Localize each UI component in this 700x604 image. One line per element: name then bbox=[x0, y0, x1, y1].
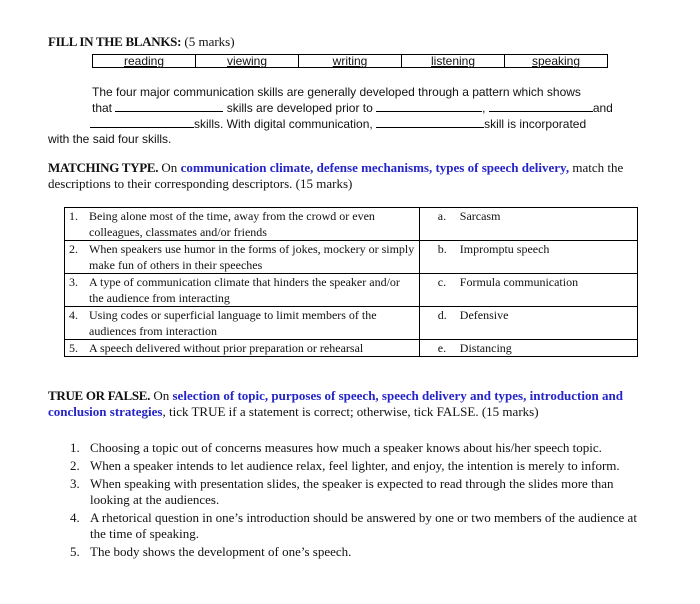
true-false-list bbox=[70, 440, 640, 562]
para-text: that bbox=[92, 101, 113, 115]
item-number: 1. bbox=[70, 440, 80, 455]
table-row bbox=[65, 274, 638, 307]
description-cell bbox=[65, 307, 420, 340]
table-row bbox=[65, 208, 638, 241]
item-description: Being alone most of the time, away from the crowd or even colleagues, classmates and/or friends bbox=[89, 209, 375, 239]
para-text: and bbox=[592, 101, 613, 115]
option-cell bbox=[419, 340, 637, 357]
item-text: A rhetorical question in one’s introduction should be answered by one or two members of the audience at the time of speaking. bbox=[90, 510, 637, 541]
matching-intro-rest: match the descriptions to their corresponding descriptors. (15 marks) bbox=[48, 160, 624, 191]
true-false-title: TRUE OR FALSE. bbox=[48, 388, 151, 403]
blank-2[interactable] bbox=[376, 100, 482, 112]
true-false-topics: selection of topic, purposes of speech, speech delivery and types, introduction and conclusion strategies bbox=[48, 388, 623, 419]
item-text: When speaking with presentation slides, the speaker is expected to read through the slides more than looking at the audiences. bbox=[90, 476, 614, 507]
word-bank-item: viewing bbox=[196, 55, 299, 67]
item-description: When speakers use humor in the forms of jokes, mockery or simply make fun of others in their speeches bbox=[89, 242, 415, 272]
option-letter: e. bbox=[437, 341, 447, 355]
list-item bbox=[70, 510, 640, 542]
option-cell bbox=[419, 307, 637, 340]
option-letter: b. bbox=[437, 242, 447, 256]
word-bank-item: listening bbox=[402, 55, 505, 67]
description-cell bbox=[65, 241, 420, 274]
item-number: 4. bbox=[70, 510, 80, 525]
item-number: 3. bbox=[69, 275, 78, 289]
option-text: Sarcasm bbox=[459, 209, 501, 223]
fill-blanks-heading bbox=[48, 34, 235, 50]
word-bank bbox=[92, 54, 608, 68]
para-line-4: with the said four skills. bbox=[48, 132, 172, 146]
item-text: Choosing a topic out of concerns measures how much a speaker knows about his/her speech topic. bbox=[90, 440, 602, 455]
item-number: 5. bbox=[69, 341, 78, 355]
para-text: skill is incorporated bbox=[484, 117, 587, 131]
table-row bbox=[65, 307, 638, 340]
para-text: skills. With digital communication, bbox=[194, 117, 373, 131]
true-false-intro: On bbox=[150, 388, 173, 403]
option-text: Defensive bbox=[459, 308, 509, 322]
option-letter: c. bbox=[437, 275, 447, 289]
para-line-3 bbox=[92, 116, 637, 132]
blank-1[interactable] bbox=[115, 100, 223, 112]
description-cell bbox=[65, 274, 420, 307]
matching-intro: On bbox=[158, 160, 181, 175]
fill-blanks-marks: (5 marks) bbox=[181, 34, 235, 49]
true-false-intro-rest: , tick TRUE if a statement is correct; otherwise, tick FALSE. (15 marks) bbox=[162, 404, 539, 419]
description-cell bbox=[65, 208, 420, 241]
word-bank-item: speaking bbox=[531, 54, 581, 68]
item-number: 2. bbox=[70, 458, 80, 473]
para-line-2 bbox=[92, 100, 637, 116]
item-number: 4. bbox=[69, 308, 78, 322]
option-letter: d. bbox=[437, 308, 447, 322]
blank-5[interactable] bbox=[376, 116, 484, 128]
item-description: Using codes or superficial language to limit members of the audiences from interaction bbox=[89, 308, 377, 338]
matching-heading bbox=[48, 160, 648, 192]
item-text: The body shows the development of one’s speech. bbox=[90, 544, 352, 559]
option-cell bbox=[419, 274, 637, 307]
matching-topics: communication climate, defense mechanisms, types of speech delivery, bbox=[180, 160, 570, 175]
matching-title: MATCHING TYPE. bbox=[48, 160, 159, 175]
item-description: A type of communication climate that hinders the speaker and/or the audience from interacting bbox=[89, 275, 400, 305]
fill-blanks-title: FILL IN THE BLANKS: bbox=[48, 34, 182, 49]
option-text: Formula communication bbox=[459, 275, 579, 289]
option-text: Distancing bbox=[459, 341, 512, 355]
option-letter: a. bbox=[437, 209, 447, 223]
item-number: 2. bbox=[69, 242, 78, 256]
item-number: 5. bbox=[70, 544, 80, 559]
item-text: When a speaker intends to let audience relax, feel lighter, and enjoy, the intention is merely to inform. bbox=[90, 458, 620, 473]
item-number: 3. bbox=[70, 476, 80, 491]
option-cell bbox=[419, 208, 637, 241]
para-text: , bbox=[482, 101, 486, 115]
list-item bbox=[70, 544, 640, 560]
blank-4[interactable] bbox=[90, 116, 194, 128]
list-item bbox=[70, 476, 640, 508]
list-item bbox=[70, 440, 640, 456]
item-description: A speech delivered without prior preparation or rehearsal bbox=[89, 341, 364, 355]
item-number: 1. bbox=[69, 209, 78, 223]
fill-blanks-paragraph bbox=[48, 85, 637, 147]
word-bank-item: reading bbox=[93, 55, 196, 67]
para-text: skills are developed prior to bbox=[226, 101, 373, 115]
option-cell bbox=[419, 241, 637, 274]
list-item bbox=[70, 458, 640, 474]
true-false-heading bbox=[48, 388, 658, 420]
description-cell bbox=[65, 340, 420, 357]
option-text: Impromptu speech bbox=[459, 242, 550, 256]
table-row bbox=[65, 340, 638, 357]
table-row bbox=[65, 241, 638, 274]
para-line-1: The four major communication skills are generally developed through a pattern which shows bbox=[92, 85, 581, 99]
matching-table bbox=[64, 207, 638, 357]
word-bank-item: writing bbox=[299, 55, 402, 67]
blank-3[interactable] bbox=[489, 100, 593, 112]
